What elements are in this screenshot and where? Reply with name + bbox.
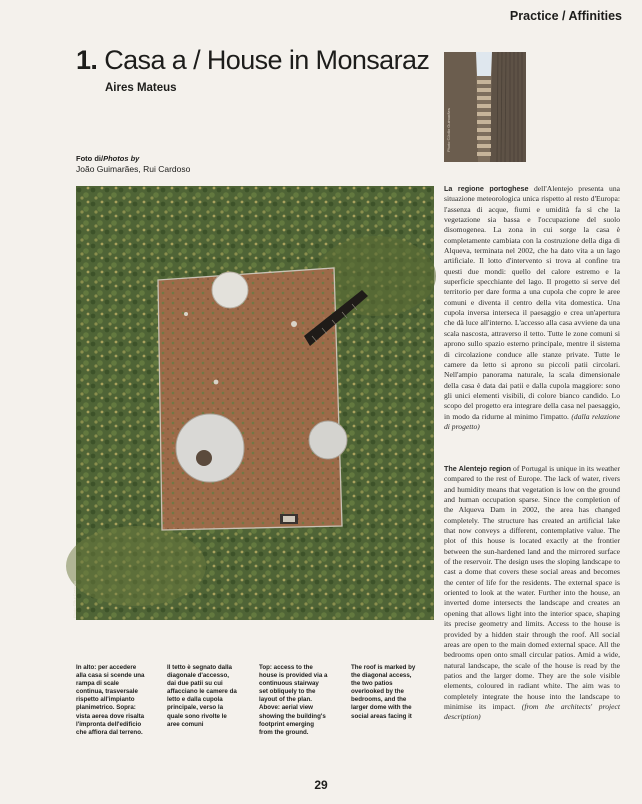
stair-photo-credit: Photo ©João Guimarães (446, 108, 451, 152)
photo-credit-label (76, 154, 139, 164)
aerial-photo-image (76, 186, 434, 620)
photo-credit-label-it: Foto di/ (76, 154, 104, 163)
stair-photo (444, 52, 526, 162)
body-it-lead: La regione portoghese (444, 184, 529, 193)
body-en-paragraph: of Portugal is unique in its weather compared to the rest of Europe. The lack of water, rivers and humidity means that vegetation is low on the ground and human occupation sparse. Since the completion of the Alqueva Dam in 2002, the area has changed completely. The structure has created an artificial lake that now conveys a different, contemplative value. The plot of this house is located exactly at the frontier between the sun-hardened land and the mirrored surface of the reservoir. The design uses the sloping landscape to cast a dome that covers these social areas and becomes the center of life for the residents. The external space is oriented to look at the water. Further into the house, an inverted dome intersects the landscape and creates an opening that allows light into the interior space, shaping its precise geometry and limits. Access to the house is provided by a hidden stair through the roof. All social areas are open to the main domed external space. All the bedrooms open onto small circular patios. Amid a wide, natural landscape, the scale of the house is read by the patios and the larger dome. They are the sole visible elements, coloured in radiant white. The aim was to completely integrate the house into the landscape to minimise its impact. (444, 464, 620, 711)
caption-it-roof: Il tetto è segnato dalla diagonale d'accesso, dai due patii su cui affacciano le camere da letto e dalla cupola principale, verso la quale sono rivolte le aree comuni (167, 664, 237, 728)
article-number: 1. (76, 45, 98, 75)
body-text-italian (444, 184, 620, 432)
stair-photo-image (444, 52, 526, 162)
section-label: Practice / Affinities (509, 9, 622, 23)
photographer-names: João Guimarães, Rui Cardoso (76, 164, 191, 174)
article-title-text: Casa a / House in Monsaraz (97, 45, 430, 75)
body-it-attribution: (dalla relazione di progetto) (444, 411, 620, 431)
caption-en-roof: The roof is marked by the diagonal access, the two patios overlooked by the bedrooms, and the larger dome with the social areas facing it (351, 664, 416, 720)
photo-credit-label-en: Photos by (103, 154, 140, 163)
caption-en-photos: Top: access to the house is provided via a continuous stairway set obliquely to the layout of the plan. Above: aerial view showing the building's footprint emerging from the ground. (259, 664, 328, 736)
architect-name: Aires Mateus (105, 82, 177, 94)
article-title (76, 44, 429, 76)
body-en-lead: The Alentejo region (444, 464, 512, 473)
caption-it-photos: In alto: per accedere alla casa si scende una rampa di scale continua, trasversale rispetto all'impianto planimetrico. Sopra: vista aerea dove risalta l'impronta dell'edificio che affiora dal terreno. (76, 664, 145, 736)
body-text-english (444, 464, 620, 723)
body-en-attribution: (from the architects' project description) (444, 701, 620, 722)
body-it-paragraph: dell'Alentejo presenta una situazione meteorologica unica rispetto al resto d'Europa: l'assenza di acque, fiumi e umidità fa sì che la vegetazione sia bassa e l'occupazione del suolo disomogenea. La zona in cui sorge la casa è completamente cambiata con la costruzione della diga di Alqueva, terminata nel 2002, che ha dato vita a un lago artificiale. Il lotto d'intervento si trova al confine tra questi due mondi: quello del calore estremo e la superficie specchiante del lago. Il progetto si serve del territorio per dare forma a una cupola che copre le aree comuni e diventa il centro della vita domestica. Una cupola inversa interseca il paesaggio e crea un'apertura che dà luce all'interno. L'accesso alla casa avviene da una scala nascosta, attraverso il tetto. Tutte le zone comuni si aprono sullo spazio esterno principale, mentre il sistema di circolazione conduce alle stanze private. Tutte le camere da letto si aprono su piccoli patii circolari. Nell'ampio panorama naturale, la scala dimensionale della casa è data dai patii e dalla cupola maggiore: sono gli unici elementi visibili, di colore bianco candido. Lo scopo del progetto era integrare della casa nel paesaggio, in modo da ridurne al minimo l'impatto. (444, 184, 620, 421)
aerial-photo (72, 186, 434, 620)
page-number: 29 (314, 778, 328, 792)
aerial-photo-credit: Photo ©Rui Cardoso (72, 581, 77, 618)
